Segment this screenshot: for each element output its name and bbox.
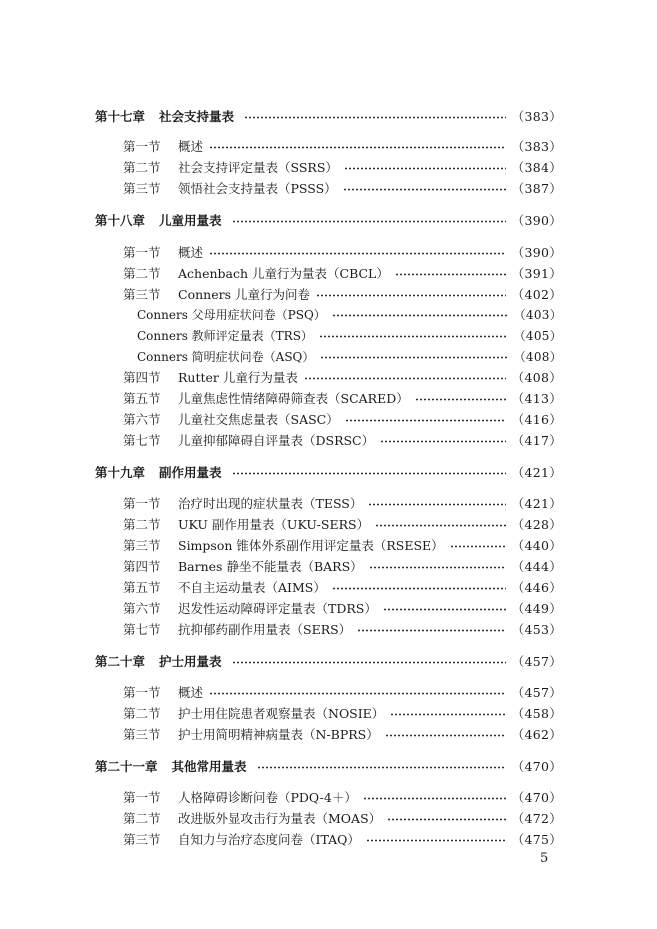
toc-entry-page: （472） (511, 811, 562, 826)
dot-leader (332, 314, 508, 317)
dot-leader (209, 146, 506, 149)
toc-entry-number: 第十八章 (95, 213, 146, 228)
toc-entry-page: （390） (511, 213, 562, 228)
toc-entry-title: 改进版外显攻击行为量表（MOAS） (178, 811, 382, 826)
toc-entry-page: （384） (511, 160, 562, 175)
toc-section (123, 493, 562, 513)
toc-entry-page: （413） (511, 391, 562, 406)
dot-leader (395, 273, 506, 276)
toc-entry-number: 第二节 (123, 517, 161, 532)
toc-entry-title: 治疗时出现的症状量表（TESS） (178, 496, 363, 511)
toc-entry-number: 第一节 (123, 139, 161, 154)
dot-leader (257, 766, 506, 769)
toc-entry-number: 第一节 (123, 245, 161, 260)
dot-leader (387, 818, 506, 821)
dot-leader (366, 839, 506, 842)
dot-leader (363, 797, 506, 800)
toc-entry-page: （449） (511, 601, 562, 616)
dot-leader (385, 734, 506, 737)
toc-entry-title: 概述 (178, 685, 204, 700)
toc-entry-page: （408） (511, 370, 562, 385)
toc-section (123, 409, 562, 429)
toc-entry-page: （462） (511, 727, 562, 742)
dot-leader (332, 587, 506, 590)
toc-entry-title: 抗抑郁药副作用量表（SERS） (178, 622, 352, 637)
toc-entry-title: 社会支持量表 (159, 109, 235, 124)
toc-entry-page: （457） (511, 685, 562, 700)
toc-chapter (95, 756, 562, 776)
dot-leader (232, 220, 506, 223)
toc-section (123, 577, 562, 597)
toc-entry-title: 护士用量表 (159, 654, 222, 669)
toc-section (123, 367, 562, 387)
toc-entry-number: 第十七章 (95, 109, 146, 124)
toc-entry-title: 社会支持评定量表（SSRS） (178, 160, 338, 175)
toc-entry-page: （458） (511, 706, 562, 721)
dot-leader (232, 472, 506, 475)
toc-subsection (137, 304, 562, 324)
toc-entry-number: 第七节 (123, 622, 161, 637)
toc-entry-title: 自知力与治疗态度问卷（ITAQ） (178, 832, 360, 847)
toc-entry-title: 护士用简明精神病量表（N-BPRS） (178, 727, 379, 742)
dot-leader (209, 692, 506, 695)
dot-leader (368, 503, 505, 506)
toc-entry-number: 第四节 (123, 559, 161, 574)
page-number: 5 (540, 851, 549, 866)
toc-entry-page: （421） (511, 496, 562, 511)
toc-section (123, 242, 562, 262)
toc-entry-number: 第三节 (123, 538, 161, 553)
toc-entry-page: （453） (511, 622, 562, 637)
toc-entry-title: 概述 (178, 139, 204, 154)
toc-entry-page: （383） (511, 109, 562, 124)
toc-section (123, 178, 562, 198)
toc-entry-title: 儿童社交焦虑量表（SASC） (178, 412, 339, 427)
toc-entry-number: 第五节 (123, 391, 161, 406)
dot-leader (343, 188, 506, 191)
toc-entry-number: 第三节 (123, 287, 161, 302)
toc-entry-number: 第三节 (123, 181, 161, 196)
toc-entry-page: （408） (513, 349, 562, 364)
dot-leader (319, 335, 508, 338)
toc-entry-page: （470） (511, 790, 562, 805)
dot-leader (357, 629, 505, 632)
toc-section (123, 619, 562, 639)
toc-entry-page: （457） (511, 654, 562, 669)
toc-entry-page: （421） (511, 465, 562, 480)
toc-entry-title: 儿童抑郁障碍自评量表（DSRSC） (178, 433, 375, 448)
toc-entry-title: Simpson 锥体外系副作用评定量表（RSESE） (178, 538, 444, 553)
toc-entry-page: （403） (513, 307, 562, 322)
toc-entry-page: （416） (511, 412, 562, 427)
toc-entry-number: 第一节 (123, 685, 161, 700)
dot-leader (320, 356, 507, 359)
dot-leader (390, 713, 505, 716)
toc-entry-page: （440） (511, 538, 562, 553)
toc-entry-page: （446） (511, 580, 562, 595)
toc-entry-number: 第三节 (123, 727, 161, 742)
toc-entry-number: 第二节 (123, 266, 161, 281)
toc-entry-page: （444） (511, 559, 562, 574)
dot-leader (369, 566, 506, 569)
toc-entry-page: （475） (511, 832, 562, 847)
toc-entry-title: Conners 教师评定量表（TRS） (137, 328, 313, 343)
toc-entry-number: 第二节 (123, 160, 161, 175)
toc-entry-title: 其他常用量表 (171, 759, 247, 774)
toc-section (123, 430, 562, 450)
toc-entry-number: 第一节 (123, 790, 161, 805)
toc-subsection (137, 325, 562, 345)
toc-section (123, 514, 562, 534)
dot-leader (345, 419, 506, 422)
toc-subsection (137, 346, 562, 366)
dot-leader (232, 661, 506, 664)
toc-entry-number: 第二十章 (95, 654, 146, 669)
toc-section (123, 388, 562, 408)
toc-section (123, 682, 562, 702)
toc-entry-title: Conners 儿童行为问卷 (178, 287, 310, 302)
toc-section (123, 157, 562, 177)
dot-leader (450, 545, 506, 548)
toc-chapter (95, 106, 562, 126)
toc-entry-title: 概述 (178, 245, 204, 260)
toc-entry-title: Achenbach 儿童行为量表（CBCL） (178, 266, 389, 281)
toc-entry-number: 第五节 (123, 580, 161, 595)
toc-entry-page: （387） (511, 181, 562, 196)
toc-entry-page: （391） (511, 266, 562, 281)
dot-leader (344, 167, 506, 170)
toc-entry-page: （405） (513, 328, 562, 343)
toc-entry-page: （428） (511, 517, 562, 532)
toc-entry-title: UKU 副作用量表（UKU-SERS） (178, 517, 370, 532)
toc-entry-number: 第一节 (123, 496, 161, 511)
toc-section (123, 263, 562, 283)
toc-entry-number: 第二十一章 (95, 759, 158, 774)
toc-chapter (95, 462, 562, 482)
dot-leader (316, 294, 506, 297)
dot-leader (380, 440, 506, 443)
toc-entry-page: （390） (511, 245, 562, 260)
toc-entry-title: 不自主运动量表（AIMS） (178, 580, 326, 595)
toc-section (123, 598, 562, 618)
toc-entry-number: 第六节 (123, 412, 161, 427)
toc-entry-title: 迟发性运动障碍评定量表（TDRS） (178, 601, 377, 616)
toc-entry-title: Conners 父母用症状问卷（PSQ） (137, 307, 326, 322)
toc-chapter (95, 651, 562, 671)
toc-entry-page: （383） (511, 139, 562, 154)
toc-section (123, 724, 562, 744)
toc-entry-title: 护士用住院患者观察量表（NOSIE） (178, 706, 385, 721)
toc-entry-number: 第二节 (123, 811, 161, 826)
toc-section (123, 829, 562, 849)
toc-section (123, 787, 562, 807)
toc-chapter (95, 210, 562, 230)
toc-section (123, 703, 562, 723)
toc-section (123, 136, 562, 156)
toc-section (123, 284, 562, 304)
toc-entry-page: （402） (511, 287, 562, 302)
toc-entry-title: 儿童焦虑性情绪障碍筛查表（SCARED） (178, 391, 409, 406)
dot-leader (375, 524, 506, 527)
toc-entry-title: 儿童用量表 (159, 213, 222, 228)
toc-section (123, 808, 562, 828)
toc-entry-page: （470） (511, 759, 562, 774)
toc-entry-title: Barnes 静坐不能量表（BARS） (178, 559, 363, 574)
dot-leader (244, 116, 506, 119)
toc-entry-number: 第二节 (123, 706, 161, 721)
toc-entry-title: Conners 简明症状问卷（ASQ） (137, 349, 315, 364)
dot-leader (415, 398, 506, 401)
toc-entry-title: 人格障碍诊断问卷（PDQ-4＋） (178, 790, 357, 805)
toc-entry-number: 第六节 (123, 601, 161, 616)
toc-entry-number: 第三节 (123, 832, 161, 847)
toc-section (123, 535, 562, 555)
toc-section (123, 556, 562, 576)
dot-leader (304, 377, 506, 380)
dot-leader (209, 252, 506, 255)
toc-entry-number: 第七节 (123, 433, 161, 448)
toc-entry-title: Rutter 儿童行为量表 (178, 370, 298, 385)
toc-entry-title: 副作用量表 (159, 465, 222, 480)
toc-entry-number: 第十九章 (95, 465, 146, 480)
dot-leader (383, 608, 506, 611)
toc-entry-page: （417） (511, 433, 562, 448)
toc-entry-title: 领悟社会支持量表（PSSS） (178, 181, 337, 196)
toc-entry-number: 第四节 (123, 370, 161, 385)
